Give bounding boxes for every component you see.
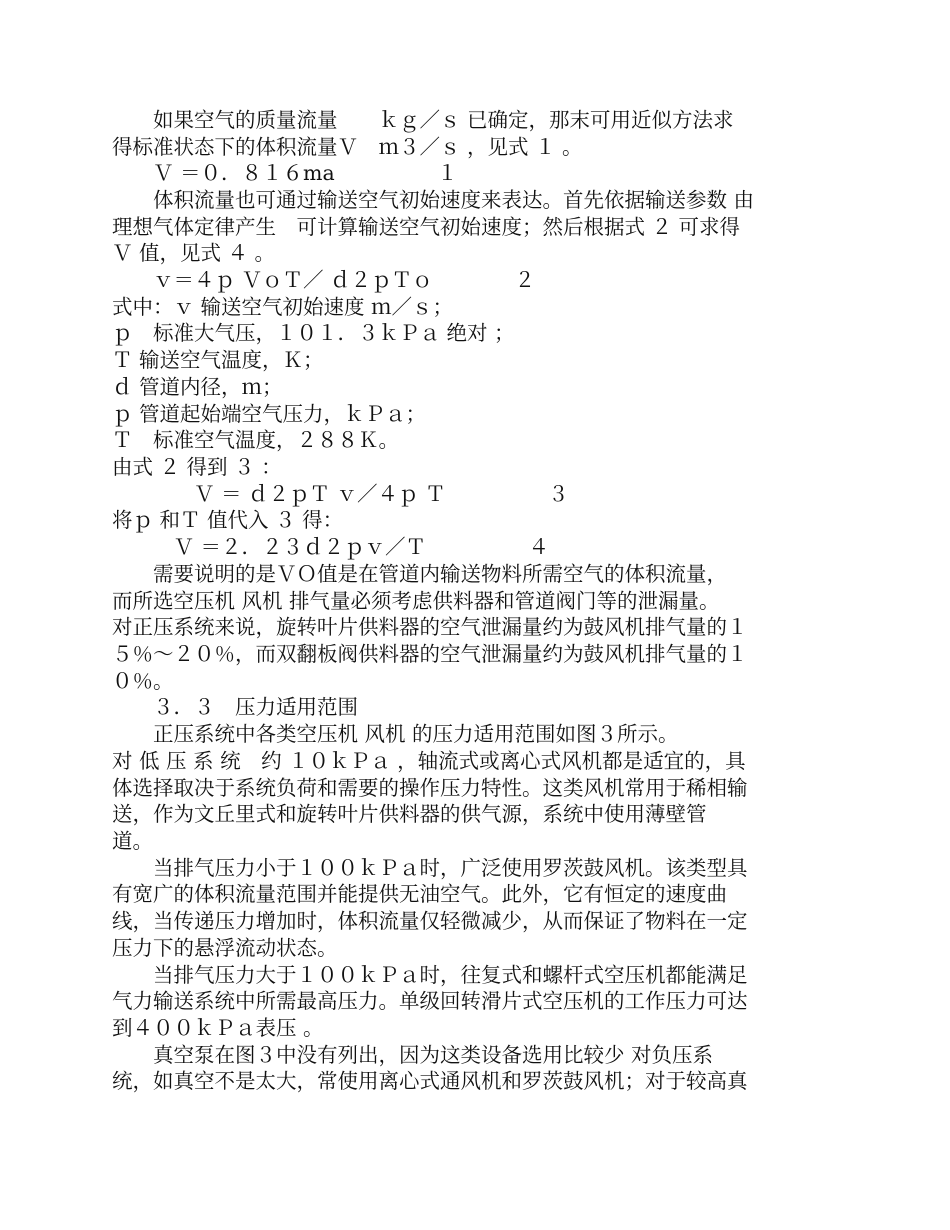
text-line: 有宽广的体积流量范围并能提供无油空气。此外，它有恒定的速度曲 <box>112 882 727 906</box>
text-line: ０％。 <box>112 669 174 693</box>
text-line: ｐ 标准大气压，１０１．３ｋＰａ 绝对 ； <box>112 321 515 345</box>
text-line: 当排气压力小于１００ｋＰａ时，广泛使用罗茨鼓风机。该类型具 <box>112 856 748 880</box>
text-line: 到４００ｋＰａ表压 。 <box>112 1016 324 1040</box>
text-line: 式中：ｖ 输送空气初始速度 ｍ／ｓ； <box>112 295 454 319</box>
text-line: 而所选空压机 风机 排气量必须考虑供料器和管道阀门等的泄漏量。 <box>112 589 720 613</box>
formula-line: Ｖ ＝ ｄ２ｐＴ ｖ／４ｐ Ｔ ３ <box>112 482 569 506</box>
text-line: 道。 <box>112 829 153 853</box>
text-line: ５％～２０％，而双翻板阀供料器的空气泄漏量约为鼓风机排气量的１ <box>112 642 748 666</box>
text-line: 真空泵在图３中没有列出，因为这类设备选用比较少 对负压系 <box>112 1043 714 1067</box>
text-line: 当排气压力大于１００ｋＰａ时，往复式和螺杆式空压机都能满足 <box>112 963 748 987</box>
text-line: 对 低 压 系 统 约 １０ｋＰａ ，轴流式或离心式风机都是适宜的，具 <box>112 749 746 773</box>
text-line: 由式 ２ 得到 ３ ： <box>112 455 282 479</box>
text-line: 对正压系统来说，旋转叶片供料器的空气泄漏量约为鼓风机排气量的１ <box>112 615 748 639</box>
text-line: 体选择取决于系统负荷和需要的操作压力特性。这类风机常用于稀相输 <box>112 776 748 800</box>
text-line: 压力下的悬浮流动状态。 <box>112 936 338 960</box>
text-line: 将ｐ 和Ｔ 值代入 ３ 得： <box>112 508 344 532</box>
text-line: 如果空气的质量流量 ｋｇ／ｓ 已确定，那末可用近似方法求 <box>112 108 734 132</box>
text-line: 需要说明的是ＶＯ值是在管道内输送物料所需空气的体积流量， <box>112 562 727 586</box>
formula-line: Ｖ ＝２．２３ｄ２ｐｖ／Ｔ ４ <box>112 535 550 559</box>
text-line: Ｖ 值，见式 ４ 。 <box>112 241 276 265</box>
text-line: 体积流量也可通过输送空气初始速度来表达。首先依据输送参数 由 <box>112 188 755 212</box>
formula-line: ｖ＝４ｐ ＶｏＴ／ ｄ２ｐＴｏ ２ <box>112 268 536 292</box>
text-line: ｐ 管道起始端空气压力，ｋＰａ； <box>112 402 427 426</box>
text-line: 统，如真空不是太大，常使用离心式通风机和罗茨鼓风机；对于较高真 <box>112 1069 748 1093</box>
text-line: Ｔ 标准空气温度，２８８Ｋ。 <box>112 428 399 452</box>
formula-line: Ｖ ＝０．８１６ma １ <box>112 161 458 185</box>
text-line: 理想气体定律产生 可计算输送空气初始速度；然后根据式 ２ 可求得 <box>112 215 741 239</box>
text-line: ｄ 管道内径，ｍ； <box>112 375 283 399</box>
section-heading: ３．３ 压力适用范围 <box>112 695 358 719</box>
text-line: 正压系统中各类空压机 风机 的压力适用范围如图３所示。 <box>112 722 679 746</box>
text-line: Ｔ 输送空气温度，Ｋ； <box>112 348 324 372</box>
text-line: 得标准状态下的体积流量Ｖ ｍ３／ｓ ，见式 １ 。 <box>112 135 583 159</box>
text-line: 线，当传递压力增加时，体积流量仅轻微减少，从而保证了物料在一定 <box>112 909 748 933</box>
text-line: 送，作为文丘里式和旋转叶片供料器的供气源，系统中使用薄壁管 <box>112 802 707 826</box>
text-line: 气力输送系统中所需最高压力。单级回转滑片式空压机的工作压力可达 <box>112 989 748 1013</box>
